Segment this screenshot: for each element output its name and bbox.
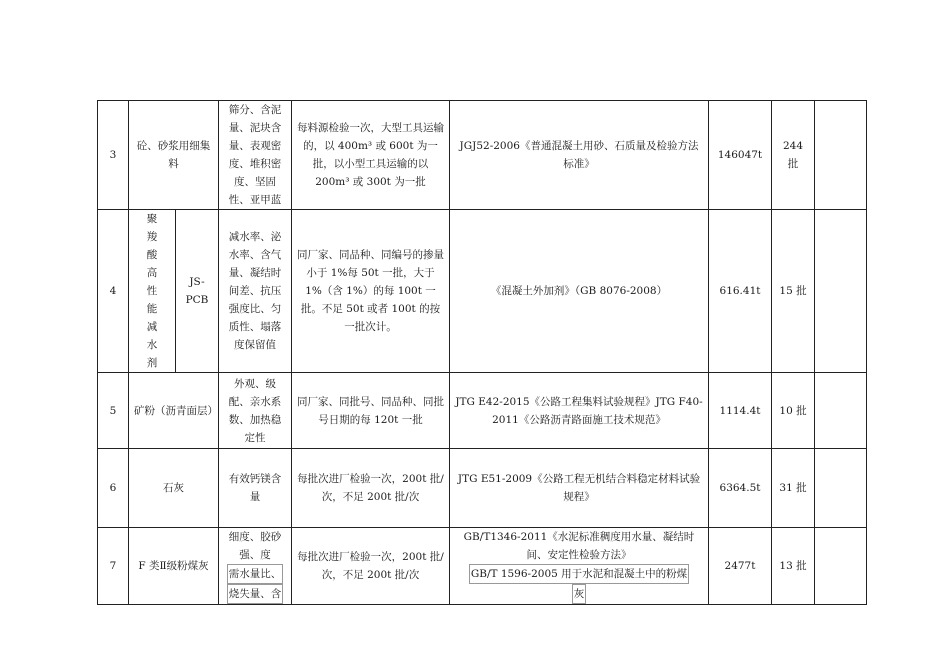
batch-count: 15 批 [772,210,815,373]
table-row [98,373,867,449]
test-items: 减水率、泌水率、含气量、凝结时间差、抗压强度比、匀质性、塌落度保留值 [219,210,292,373]
test-standard: JGJ52-2006《普通混凝土用砂、石质量及检验方法标准》 [450,101,709,210]
quantity: 2477t [709,528,772,605]
row-number: 7 [98,528,129,605]
material-name: 石灰 [129,449,219,528]
sampling-frequency: 每批次进厂检验一次，200t 批/次，不足 200t 批/次 [292,449,450,528]
test-items-line: 细度、胶砂强、度 [228,531,282,561]
quantity: 1114.4t [709,373,772,449]
quantity: 146047t [709,101,772,210]
sampling-frequency: 同厂家、同品种、同编号的掺量小于 1%每 50t 一批，大于 1%（含 1%）的每 100t 一批。不足 50t 或者 100t 的按一批次计。 [292,210,450,373]
row-number: 4 [98,210,129,373]
test-items-line: 需水量比、 [227,564,284,584]
material-name: 矿粉（沥青面层） [129,373,219,449]
quantity: 6364.5t [709,449,772,528]
test-items: 外观、级配、亲水系数、加热稳定性 [219,373,292,449]
remark [815,373,867,449]
test-items [219,528,292,605]
batch-count: 10 批 [772,373,815,449]
test-standard [450,528,709,605]
standard-line: GB/T 1596-2005 用于水泥和混凝土中的粉煤 [469,564,689,584]
remark [815,101,867,210]
remark [815,210,867,373]
material-name: 砼、砂浆用细集料 [129,101,219,210]
sampling-frequency: 每料源检验一次，大型工具运输的，以 400m³ 或 600t 为一批，以小型工具运输的以 200m³ 或 300t 为一批 [292,101,450,210]
standard-line: 灰 [572,584,587,604]
table-row [98,449,867,528]
batch-count: 31 批 [772,449,815,528]
table-row [98,210,867,373]
sampling-frequency: 同厂家、同批号、同品种、同批号日期的每 120t 一批 [292,373,450,449]
test-items: 有效钙镁含量 [219,449,292,528]
test-standard: JTG E42-2015《公路工程集料试验规程》JTG F40-2011《公路沥青路面施工技术规范》 [450,373,709,449]
material-name: F 类Ⅱ级粉煤灰 [129,528,219,605]
row-number: 3 [98,101,129,210]
table-row [98,101,867,210]
quantity: 616.41t [709,210,772,373]
material-model: JS-PCB [176,210,219,373]
batch-count: 244 批 [772,101,815,210]
row-number: 5 [98,373,129,449]
batch-count: 13 批 [772,528,815,605]
material-inspection-table [97,100,867,605]
sampling-frequency: 每批次进厂检验一次，200t 批/次，不足 200t 批/次 [292,528,450,605]
remark [815,449,867,528]
row-number: 6 [98,449,129,528]
table-row [98,528,867,605]
remark [815,528,867,605]
material-name: 聚羧酸高性能减水剂 [129,210,176,373]
test-standard: JTG E51-2009《公路工程无机结合料稳定材料试验规程》 [450,449,709,528]
test-items: 筛分、含泥量、泥块含量、表观密度、堆积密度、坚固性、亚甲蓝 [219,101,292,210]
standard-line: GB/T1346-2011《水泥标准稠度用水量、凝结时间、安定性检验方法》 [463,531,695,561]
test-standard: 《混凝土外加剂》（GB 8076-2008） [450,210,709,373]
test-items-line: 烧失量、含 [227,584,284,604]
